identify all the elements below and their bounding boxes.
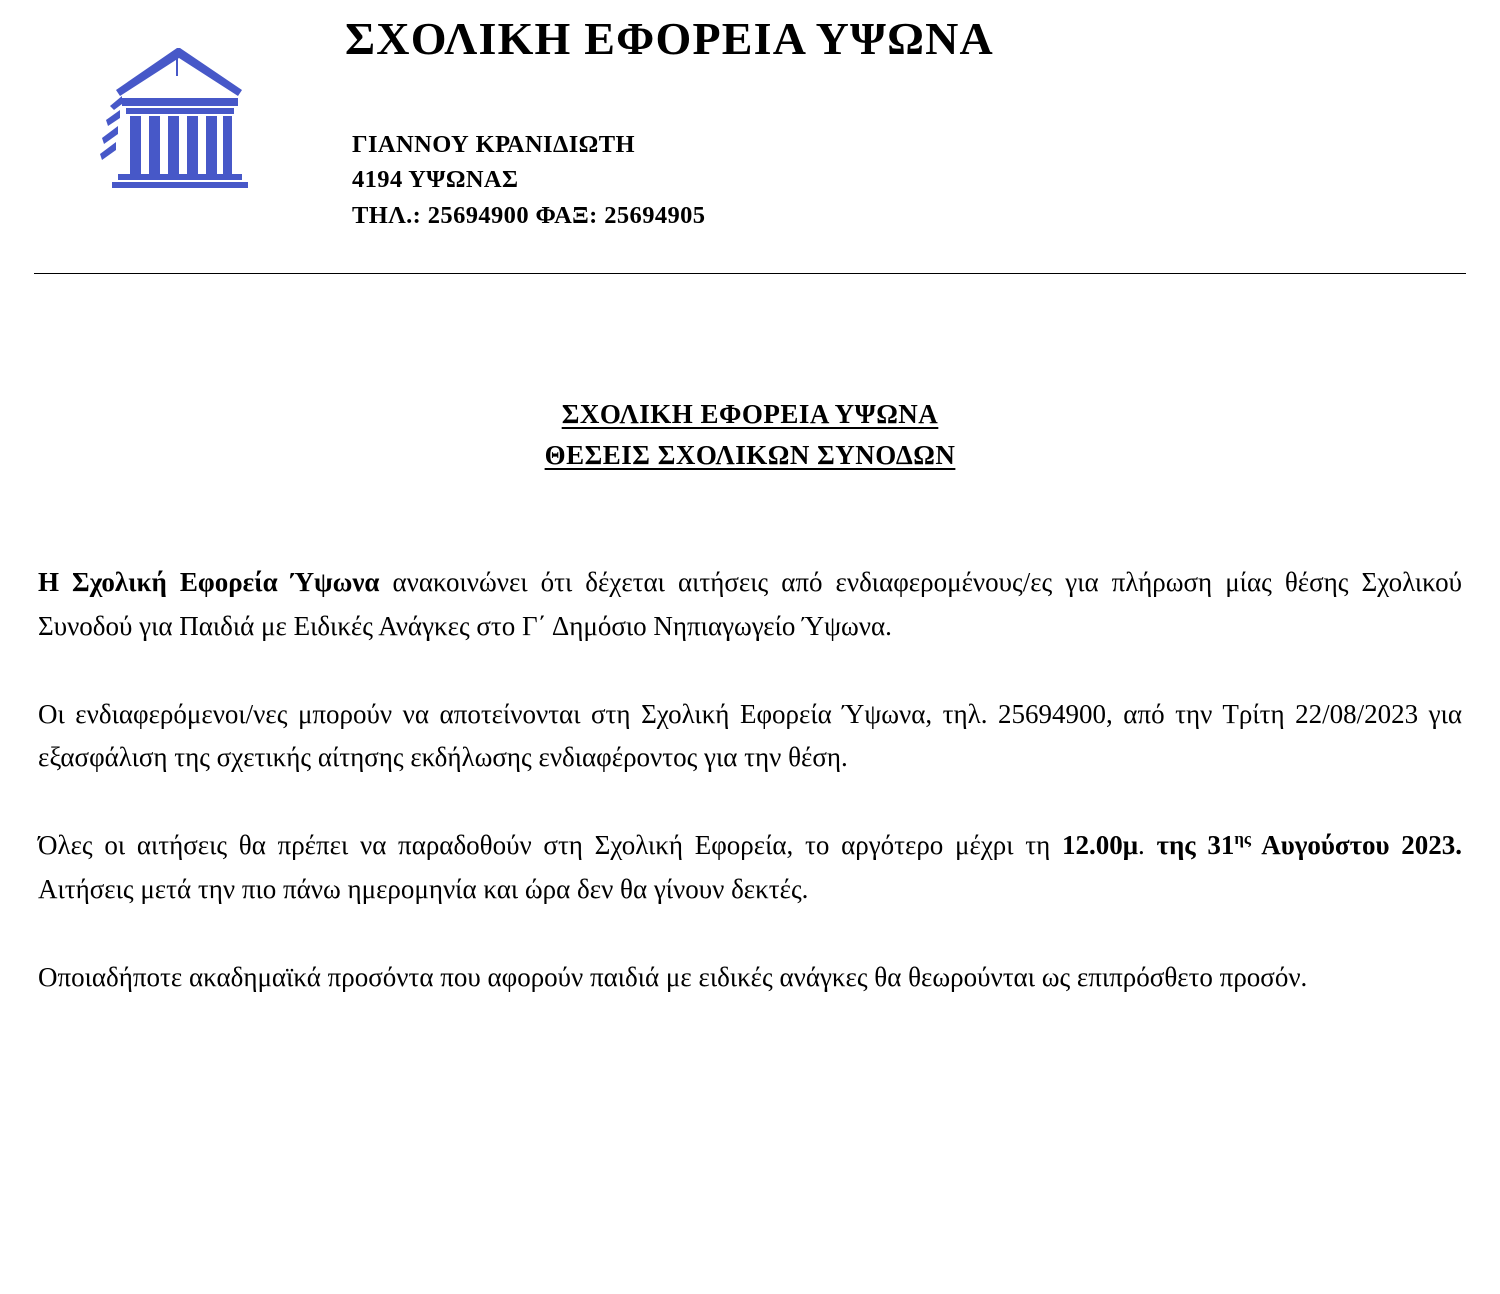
organization-title: ΣΧΟΛΙΚΗ ΕΦΟΡΕΙΑ ΥΨΩΝΑ — [345, 13, 994, 64]
paragraph-1-text: ανακοινώνει ότι δέχεται αιτήσεις από ενδιαφερομένους/ες για πλήρωση μίας θέσης Σχολικού Συνοδού για Παιδιά με Ειδικές Ανάγκες στο Γ΄ Δημόσιο Νηπιαγωγείο Ύψωνα. — [38, 567, 1462, 641]
paragraph-3-date-post: Αυγούστου 2023. — [1251, 830, 1463, 861]
paragraph-deadline — [38, 824, 1462, 911]
heading-line-2: ΘΕΣΕΙΣ ΣΧΟΛΙΚΩΝ ΣΥΝΟΔΩΝ — [544, 439, 956, 470]
paragraph-1-bold-lead: Η Σχολική Εφορεία Ύψωνα — [38, 567, 380, 598]
paragraph-3-part-2: . — [1138, 830, 1157, 861]
address-line-street: ΓΙΑΝΝΟΥ ΚΡΑΝΙΔΙΩΤΗ — [352, 130, 635, 158]
paragraph-announcement — [38, 561, 1462, 648]
paragraph-3-date-sup: ης — [1234, 829, 1251, 849]
paragraph-3-date-pre: της 31 — [1156, 830, 1235, 861]
paragraph-3-bold-date — [1157, 830, 1463, 860]
address-block — [352, 127, 1500, 234]
paragraph-qualifications: Οποιαδήποτε ακαδημαϊκά προσόντα που αφορούν παιδιά με ειδικές ανάγκες θα θεωρούνται ως επιπρόσθετο προσόν. — [38, 961, 1308, 992]
header-divider — [34, 273, 1466, 274]
document-heading — [38, 394, 1462, 475]
address-line-city: 4194 ΥΨΩΝΑΣ — [352, 166, 519, 194]
document-body — [38, 274, 1462, 999]
heading-line-1: ΣΧΟΛΙΚΗ ΕΦΟΡΕΙΑ ΥΨΩΝΑ — [561, 399, 939, 430]
address-line-phone-fax: ΤΗΛ.: 25694900 ΦΑΞ: 25694905 — [352, 201, 706, 229]
paragraph-contact: Οι ενδιαφερόμενοι/νες μπορούν να αποτείνονται στη Σχολική Εφορεία Ύψωνα, τηλ. 25694900, από την Τρίτη 22/08/2023 για εξασφάλιση της σχετικής αίτησης εκδήλωσης ενδιαφέροντος για την θέση. — [38, 698, 1462, 773]
paragraph-3-part-3: Αιτήσεις μετά την πιο πάνω ημερομηνία και ώρα δεν θα γίνουν δεκτές. — [38, 873, 809, 904]
classical-building-logo — [92, 46, 268, 192]
letterhead — [0, 0, 1500, 274]
paragraph-3-bold-time: 12.00μ — [1061, 830, 1139, 861]
paragraph-3-part-1: Όλες οι αιτήσεις θα πρέπει να παραδοθούν στη Σχολική Εφορεία, το αργότερο μέχρι τη — [38, 830, 1062, 861]
